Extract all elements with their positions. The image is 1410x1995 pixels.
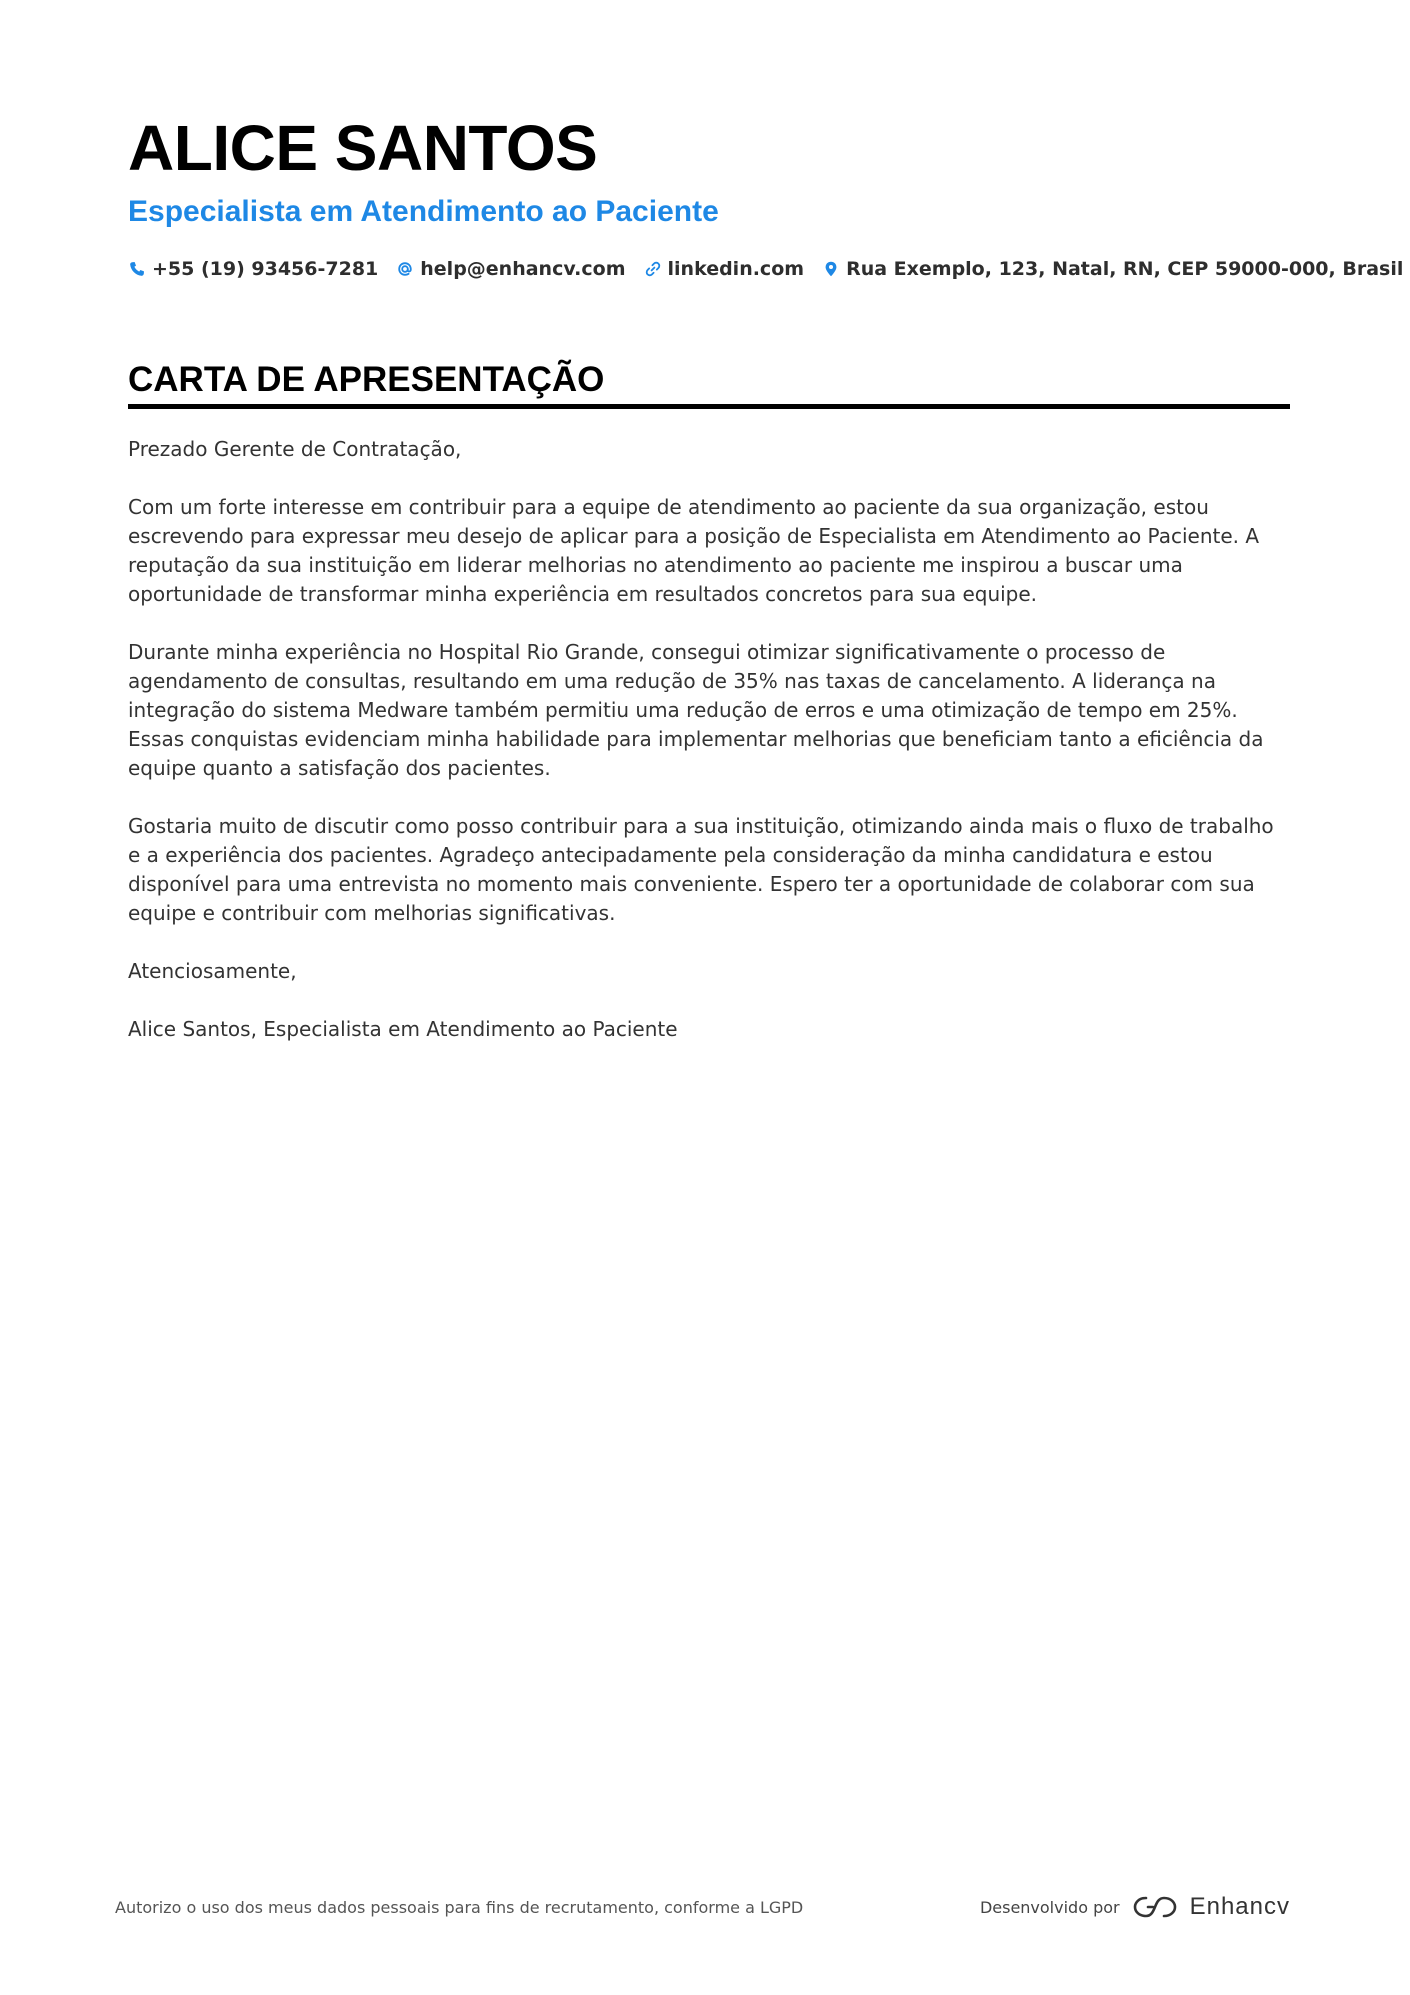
powered-by-label: Desenvolvido por [979, 1897, 1120, 1917]
letter-closing: Atenciosamente, [128, 959, 297, 983]
contact-address [822, 258, 1403, 280]
powered-by[interactable] [980, 1890, 1290, 1924]
letter-paragraph: Durante minha experiência no Hospital Rio Grande, consegui otimizar significativamente o processo de agendamento de consultas, resultando em uma redução de 35% nas taxas de cancelamento. A liderança na integração do sistema Medware também permitiu uma redução de erros e uma otimização de tempo em 25%. Essas conquistas evidenciam minha habilidade para implementar melhorias que beneficiam tanto a eficiência da equipe quanto a satisfação dos pacientes. [128, 640, 1264, 780]
candidate-role: Especialista em Atendimento ao Paciente [128, 195, 719, 228]
consent-note: Autorizo o uso dos meus dados pessoais para fins de recrutamento, conforme a LGPD [115, 1898, 804, 1917]
contact-email[interactable] [396, 258, 625, 280]
section-title: CARTA DE APRESENTAÇÃO [128, 360, 1290, 409]
letter-greeting: Prezado Gerente de Contratação, [128, 437, 462, 461]
letter-signature: Alice Santos, Especialista em Atendimento ao Paciente [128, 1017, 678, 1041]
contact-phone[interactable] [128, 258, 378, 280]
location-pin-icon [822, 260, 840, 278]
at-icon [396, 260, 414, 278]
page-footer [115, 1890, 1290, 1924]
contact-email-text: help@enhancv.com [420, 258, 626, 280]
enhancv-logo-icon [1132, 1894, 1178, 1920]
contact-address-text: Rua Exemplo, 123, Natal, RN, CEP 59000-000, Brasil [846, 258, 1404, 280]
letter-paragraph: Com um forte interesse em contribuir para a equipe de atendimento ao paciente da sua organização, estou escrevendo para expressar meu desejo de aplicar para a posição de Especialista em Atendimento ao Paciente. A reputação da sua instituição em liderar melhorias no atendimento ao paciente me inspirou a buscar uma oportunidade de transformar minha experiência em resultados concretos para sua equipe. [128, 495, 1260, 606]
contact-bar [128, 254, 1404, 284]
contact-linkedin-text: linkedin.com [667, 258, 805, 280]
letter-paragraph: Gostaria muito de discutir como posso contribuir para a sua instituição, otimizando ainda mais o fluxo de trabalho e a experiência dos pacientes. Agradeço antecipadamente pela consideração da minha candidatura e estou disponível para uma entrevista no momento mais conveniente. Espero ter a oportunidade de colaborar com sua equipe e contribuir com melhorias significativas. [128, 814, 1274, 925]
link-icon [644, 260, 662, 278]
cover-letter-page [128, 110, 1404, 1073]
contact-linkedin[interactable] [644, 258, 805, 280]
phone-icon [128, 260, 146, 278]
candidate-name: ALICE SANTOS [128, 112, 598, 184]
brand-name: Enhancv [1189, 1893, 1290, 1920]
contact-phone-text: +55 (19) 93456-7281 [152, 258, 379, 280]
letter-body [128, 435, 1290, 1044]
